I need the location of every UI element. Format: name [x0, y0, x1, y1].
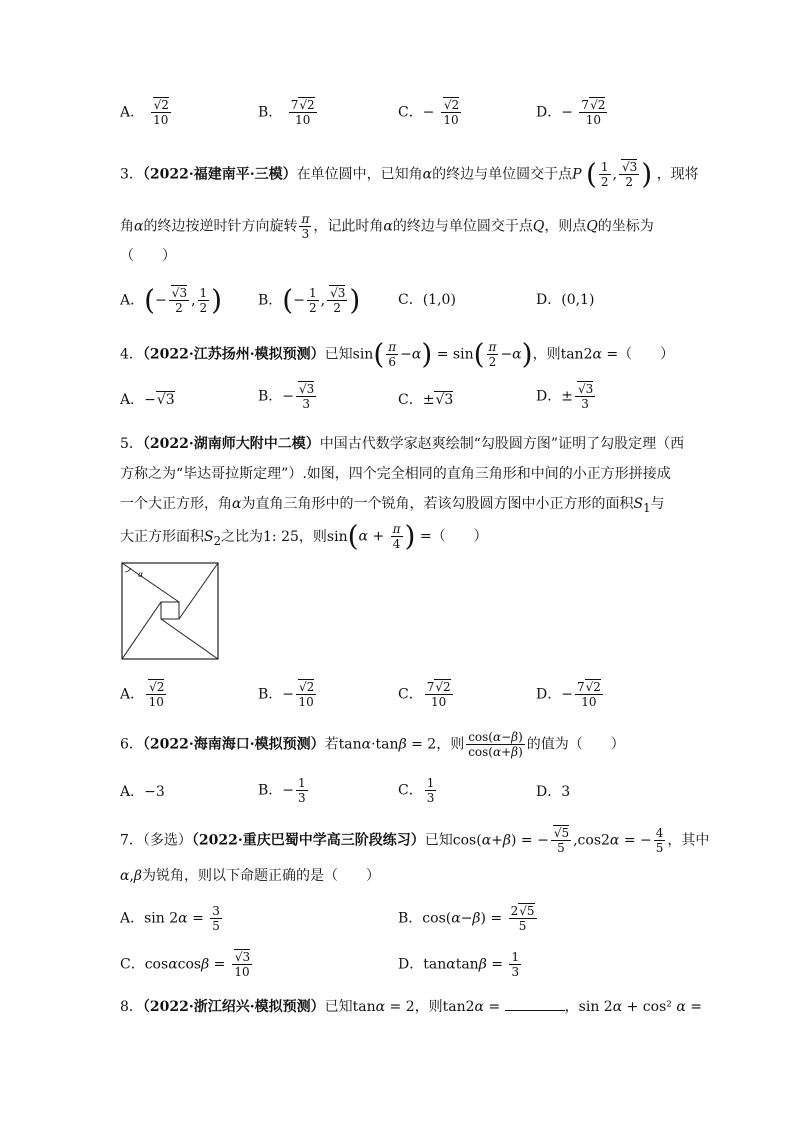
q5-line-4: 大正方形面积$S_2$之比为1: 25，则sin(α + $\frac{\pi}{4}$ ) =（ ） [120, 519, 488, 553]
q7-option-b: B．cos(α−β) = $\frac{2√5}{5}$ [398, 904, 535, 933]
q4-option-c: C．±√3 [398, 392, 454, 408]
q2-option-c: C．− $\frac{√2}{10}$ [398, 98, 460, 127]
q6-option-c: C． $\frac{1}{3}$ [398, 776, 435, 805]
q7-line-2: α,β为锐角，则以下命题正确的是（ ） [120, 868, 381, 884]
q5-option-b: B．− $\frac{√2}{10}$ [258, 680, 315, 709]
q7-option-a: A．sin 2α = $\frac{3}{5}$ [120, 904, 220, 933]
q2-option-b: B． $\frac{7√2}{10}$ [258, 98, 315, 127]
q6-option-a: A．−3 [120, 784, 165, 800]
q6-line: 6．（2022·海南海口·模拟预测）若tanα·tanβ = 2，则 $\frac{\cos(\alpha-\beta)}{\cos(\alpha+\beta)}$ 的值为（ ） [120, 730, 625, 759]
q5-line-2: 方称之为“毕达哥拉斯定理”）.如图，四个完全相同的直角三角形和中间的小正方形拼接成 [120, 466, 671, 482]
q3-line-2: 角α的终边按逆时针方向旋转 $\frac{\pi}{3}$ ，记此时角α的终边与单位圆交于点Q，则点Q的坐标为 [120, 212, 654, 241]
q3-line-1: 3．（2022·福建南平·三模）在单位圆中，已知角α的终边与单位圆交于点P ( $\frac{1}{2}$ , $\frac{√3}{2}$ ) ，现将 [120, 157, 699, 191]
q7-option-d: D．tanαtanβ = $\frac{1}{3}$ [398, 950, 520, 979]
q7-option-c: C．cosαcosβ = $\frac{√3}{10}$ [120, 950, 251, 979]
q3-option-b: B．(− $\frac{1}{2}$ , $\frac{√3}{2}$ ) [258, 283, 361, 317]
q5-option-d: D．− $\frac{7√2}{10}$ [536, 680, 601, 709]
zhao-shuang-square-figure [121, 562, 221, 662]
figure-label-alpha: α [138, 570, 144, 579]
q4-option-b: B．− $\frac{√3}{3}$ [258, 382, 315, 411]
q6-option-b: B．− $\frac{1}{3}$ [258, 776, 306, 805]
q3-option-a: A．(− $\frac{√3}{2}$ , $\frac{1}{2}$ ) [120, 283, 223, 317]
q4-line: 4．（2022·江苏扬州·模拟预测）已知sin( $\frac{\pi}{6}$ −α) = sin( $\frac{\pi}{2}$ −α)，则tan2α =（ ） [120, 337, 675, 371]
q2-option-a: A． $\frac{√2}{10}$ [120, 98, 169, 127]
q2-option-d: D．− $\frac{7√2}{10}$ [536, 98, 606, 127]
q3-paren: （ ） [120, 248, 176, 264]
q6-option-d: D．3 [536, 784, 571, 800]
q3-option-c: C．(1,0) [398, 292, 456, 308]
q7-line-1: 7．（多选）（2022·重庆巴蜀中学高三阶段练习）已知cos(α+β) = − $\frac{√5}{5}$ ,cos2α = − $\frac{4}{5}$ ，其中 [120, 826, 710, 855]
q5-option-c: C． $\frac{7√2}{10}$ [398, 680, 451, 709]
q5-option-a: A． $\frac{√2}{10}$ [120, 680, 165, 709]
q8-blank-1[interactable] [505, 996, 565, 1011]
q4-option-d: D．± $\frac{√3}{3}$ [536, 382, 594, 411]
q4-option-a: A．−√3 [120, 392, 175, 408]
q3-option-d: D．(0,1) [536, 292, 595, 308]
q5-line-1: 5．（2022·湖南师大附中二模）中国古代数学家赵爽绘制“勾股圆方图”证明了勾股定理（西 [120, 436, 685, 452]
q5-line-3: 一个大正方形，角α为直角三角形中的一个锐角，若该勾股圆方图中小正方形的面积$S_1$与 [120, 496, 665, 515]
q8-line: 8．（2022·浙江绍兴·模拟预测）已知tanα = 2，则tan2α = ，sin 2α + cos² α = [120, 996, 680, 1017]
